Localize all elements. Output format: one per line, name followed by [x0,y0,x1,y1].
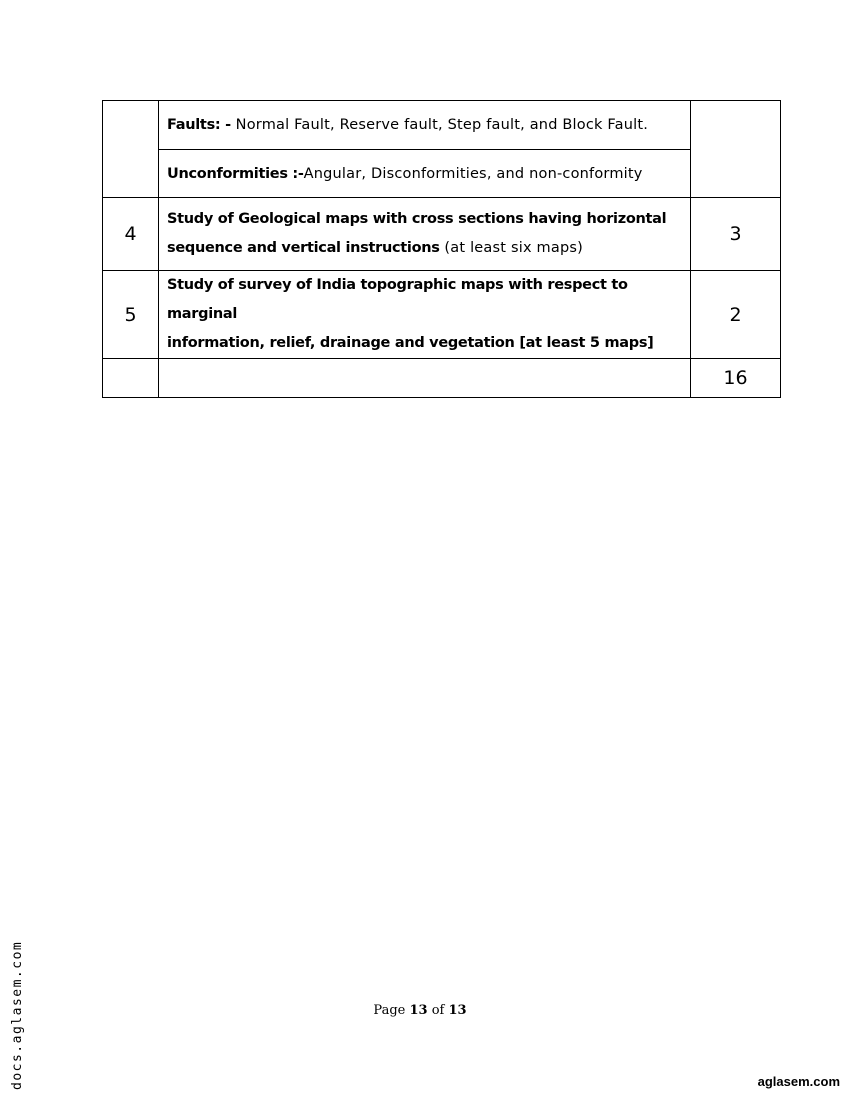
serial-cell [103,359,159,398]
total-marks-cell: 16 [691,359,781,398]
description-cell [159,150,691,198]
row5-desc-line1: Study of survey of India topographic maps with respect to marginal [167,277,628,322]
page-word: Page [373,1003,410,1018]
description-cell [159,359,691,398]
page-footer [0,1003,840,1018]
description-cell [159,271,691,359]
marks-cell: 2 [691,271,781,359]
serial-cell [103,101,159,198]
row4-desc-line1: Study of Geological maps with cross sections having horizontal [167,211,667,227]
syllabus-table [102,100,781,398]
brand-mark: aglasem.com [757,1074,840,1089]
row4-desc-note: (at least six maps) [439,240,583,256]
serial-cell: 4 [103,198,159,271]
of-word: of [427,1003,449,1018]
table-row [103,101,781,150]
table-row [103,271,781,359]
table-row [103,150,781,198]
marks-cell [691,101,781,198]
total-row [103,359,781,398]
unconformities-text: Angular, Disconformities, and non-conformity [303,165,643,182]
description-cell [159,198,691,271]
current-page: 13 [409,1003,428,1018]
total-pages: 13 [448,1003,467,1018]
description-cell [159,101,691,150]
table-row [103,198,781,271]
serial-cell: 5 [103,271,159,359]
side-watermark: docs.aglasem.com [10,940,25,1090]
row5-desc-line2: information, relief, drainage and vegetation [at least 5 maps] [167,335,654,351]
marks-cell: 3 [691,198,781,271]
faults-text: Normal Fault, Reserve fault, Step fault, and Block Fault. [230,117,649,133]
faults-label: Faults: - [167,117,231,133]
unconformities-label: Unconformities :- [167,165,304,182]
row4-desc-line2: sequence and vertical instructions [167,240,440,256]
